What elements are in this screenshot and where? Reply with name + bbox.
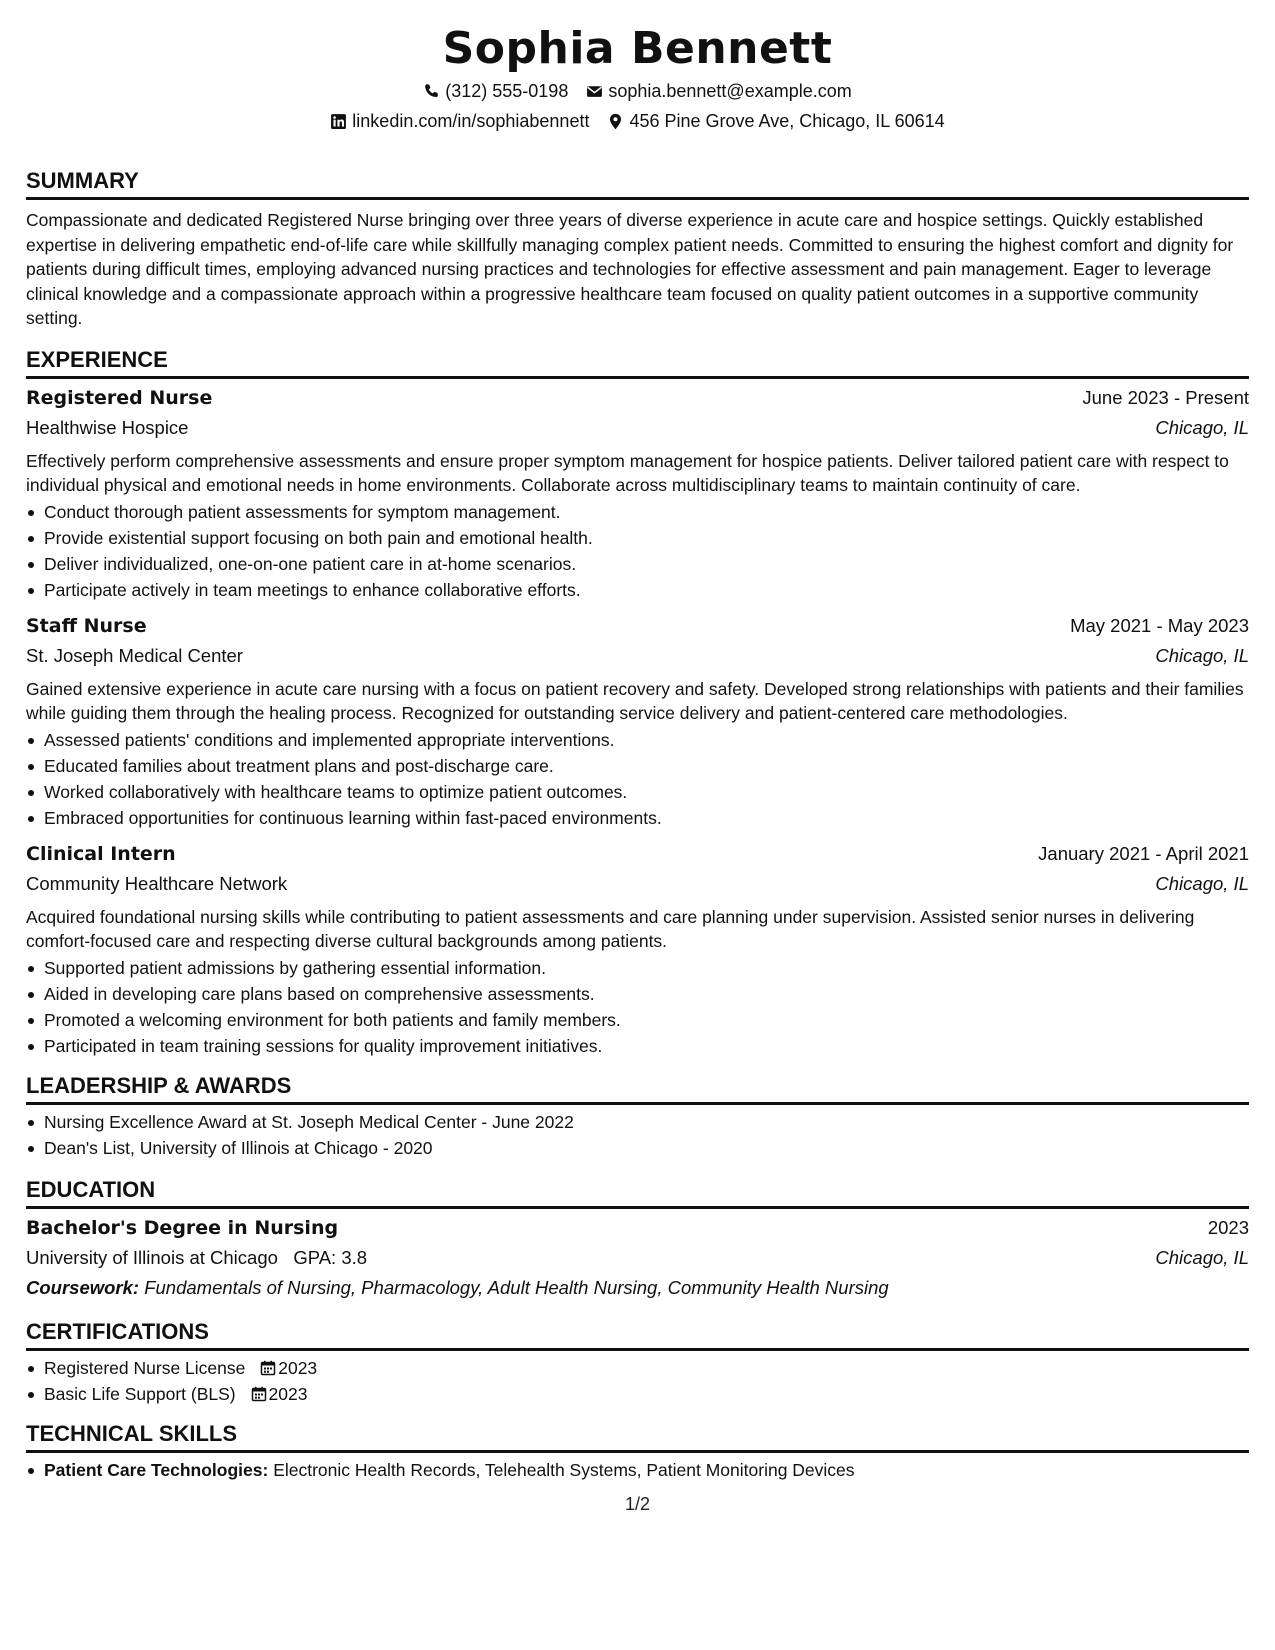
- skills-heading: TECHNICAL SKILLS: [26, 1420, 238, 1446]
- list-item: Embraced opportunities for continuous learning within fast-paced environments.: [44, 805, 1249, 831]
- calendar-icon: [260, 1360, 276, 1376]
- list-item: Provide existential support focusing on both pain and emotional health.: [44, 525, 1249, 551]
- degree-title: Bachelor's Degree in Nursing: [26, 1216, 339, 1239]
- job-header: [26, 611, 1249, 641]
- job-location: Chicago, IL: [1155, 416, 1249, 438]
- summary-text: Compassionate and dedicated Registered Nurse bringing over three years of diverse experience in acute care and hospice settings. Quickly established expertise in delivering empathetic end-of-life care while skillfully managing complex patient needs. Committed to ensuring the highest comfort and dignity for patients during difficult times, employing advanced nursing practices and technologies for effective assessment and pain management. Eager to leverage clinical knowledge and a compassionate approach within a progressive healthcare team focused on quality patient outcomes in a supportive community setting.: [26, 210, 1234, 328]
- list-item: Participated in team training sessions for quality improvement initiatives.: [44, 1033, 1249, 1059]
- job-bullets: [26, 727, 1249, 831]
- job-location: Chicago, IL: [1155, 872, 1249, 894]
- certification-year: 2023: [278, 1357, 318, 1378]
- linkedin-icon: [330, 113, 347, 130]
- job-subheader: [26, 641, 1249, 671]
- section-divider: [26, 1206, 1249, 1209]
- job-bullets: [26, 955, 1249, 1059]
- list-item: Aided in developing care plans based on comprehensive assessments.: [44, 981, 1249, 1007]
- job-organization: St. Joseph Medical Center: [26, 644, 243, 666]
- list-item: Educated families about treatment plans and post-discharge care.: [44, 753, 1249, 779]
- coursework-label: Coursework:: [26, 1276, 140, 1298]
- job-description: Effectively perform comprehensive assessments and ensure proper symptom management for hospice patients. Deliver tailored patient care with respect to individual physical and emotional needs in home environments. Collaborate across multidisciplinary teams to maintain continuity of care.: [26, 450, 1229, 495]
- list-item: [44, 1381, 1249, 1407]
- skills-list: [26, 1457, 1249, 1483]
- education-section: [26, 1175, 1249, 1303]
- resume-page: [26, 0, 1249, 1483]
- school-location: Chicago, IL: [1155, 1246, 1249, 1268]
- job-organization: Community Healthcare Network: [26, 872, 288, 894]
- phone-text: (312) 555-0198: [445, 81, 569, 101]
- list-item: Supported patient admissions by gathering essential information.: [44, 955, 1249, 981]
- section-divider: [26, 1450, 1249, 1453]
- job-dates: May 2021 - May 2023: [1070, 614, 1249, 636]
- certification-year: 2023: [268, 1383, 308, 1404]
- awards-list: [26, 1109, 1249, 1161]
- section-divider: [26, 1348, 1249, 1351]
- linkedin-contact[interactable]: [330, 107, 589, 135]
- job-subheader: [26, 413, 1249, 443]
- certification-name: Basic Life Support (BLS): [44, 1383, 236, 1404]
- job-bullets: [26, 499, 1249, 603]
- job-entry: [26, 383, 1249, 603]
- job-header: [26, 839, 1249, 869]
- job-entry: [26, 839, 1249, 1059]
- job-header: [26, 383, 1249, 413]
- job-description: Acquired foundational nursing skills while contributing to patient assessments and care planning under supervision. Assisted senior nurses in delivering comfort-focused care and respecting diverse cultural backgrounds among patients.: [26, 906, 1195, 951]
- list-item: Assessed patients' conditions and implemented appropriate interventions.: [44, 727, 1249, 753]
- calendar-icon: [251, 1386, 267, 1402]
- experience-section: [26, 345, 1249, 1059]
- page-number: 1/2: [624, 1494, 651, 1514]
- phone-icon: [423, 83, 440, 100]
- phone-contact: [423, 77, 568, 105]
- certification-name: Registered Nurse License: [44, 1357, 246, 1378]
- list-item: Promoted a welcoming environment for both patients and family members.: [44, 1007, 1249, 1033]
- gpa: GPA: 3.8: [293, 1246, 368, 1268]
- email-contact[interactable]: [586, 77, 851, 105]
- job-title: Clinical Intern: [26, 842, 176, 865]
- job-title: Registered Nurse: [26, 386, 213, 409]
- job-subheader: [26, 869, 1249, 899]
- section-divider: [26, 197, 1249, 200]
- job-dates: January 2021 - April 2021: [1038, 842, 1249, 864]
- summary-section: [26, 166, 1249, 331]
- list-item: Worked collaboratively with healthcare teams to optimize patient outcomes.: [44, 779, 1249, 805]
- list-item: Conduct thorough patient assessments for symptom management.: [44, 499, 1249, 525]
- education-subheader: [26, 1243, 1249, 1273]
- school-name: University of Illinois at Chicago: [26, 1246, 278, 1268]
- skills-section: [26, 1419, 1249, 1483]
- envelope-icon: [586, 83, 603, 100]
- summary-heading: SUMMARY: [26, 168, 139, 193]
- graduation-year: 2023: [1207, 1216, 1249, 1238]
- leadership-heading: LEADERSHIP & AWARDS: [26, 1072, 292, 1098]
- job-title: Staff Nurse: [26, 614, 147, 637]
- certifications-section: [26, 1317, 1249, 1407]
- job-description: Gained extensive experience in acute care nursing with a focus on patient recovery and safety. Developed strong relationships with patients and their families while guiding them through the healing process. Recognized for outstanding service delivery and patient-centered care methodologies.: [26, 678, 1244, 723]
- certifications-list: [26, 1355, 1249, 1407]
- email-text[interactable]: sophia.bennett@example.com: [608, 81, 852, 101]
- job-entry: [26, 611, 1249, 831]
- linkedin-text[interactable]: linkedin.com/in/sophiabennett: [352, 111, 590, 131]
- leadership-section: [26, 1071, 1249, 1161]
- coursework-list: Fundamentals of Nursing, Pharmacology, Adult Health Nursing, Community Health Nursing: [144, 1276, 889, 1298]
- skill-category: Patient Care Technologies:: [44, 1459, 269, 1480]
- section-divider: [26, 1102, 1249, 1105]
- job-dates: June 2023 - Present: [1082, 386, 1249, 408]
- section-divider: [26, 376, 1249, 379]
- list-item: Participate actively in team meetings to enhance collaborative efforts.: [44, 577, 1249, 603]
- certifications-heading: CERTIFICATIONS: [26, 1318, 209, 1344]
- education-header: [26, 1213, 1249, 1243]
- list-item: Dean's List, University of Illinois at Chicago - 2020: [44, 1135, 1249, 1161]
- address-contact: [607, 107, 944, 135]
- list-item: [44, 1457, 1249, 1483]
- list-item: Nursing Excellence Award at St. Joseph Medical Center - June 2022: [44, 1109, 1249, 1135]
- contact-row-2: [26, 106, 1249, 136]
- experience-heading: EXPERIENCE: [26, 346, 168, 372]
- list-item: [44, 1355, 1249, 1381]
- education-heading: EDUCATION: [26, 1176, 156, 1202]
- job-organization: Healthwise Hospice: [26, 416, 189, 438]
- map-pin-icon: [607, 113, 624, 130]
- coursework: [26, 1273, 1249, 1303]
- candidate-name: Sophia Bennett: [442, 23, 833, 74]
- job-location: Chicago, IL: [1155, 644, 1249, 666]
- contact-row-1: [26, 76, 1249, 106]
- address-text: 456 Pine Grove Ave, Chicago, IL 60614: [629, 111, 945, 131]
- skill-values: Electronic Health Records, Telehealth Systems, Patient Monitoring Devices: [273, 1459, 855, 1480]
- list-item: Deliver individualized, one-on-one patient care in at-home scenarios.: [44, 551, 1249, 577]
- school-info: [26, 1243, 367, 1273]
